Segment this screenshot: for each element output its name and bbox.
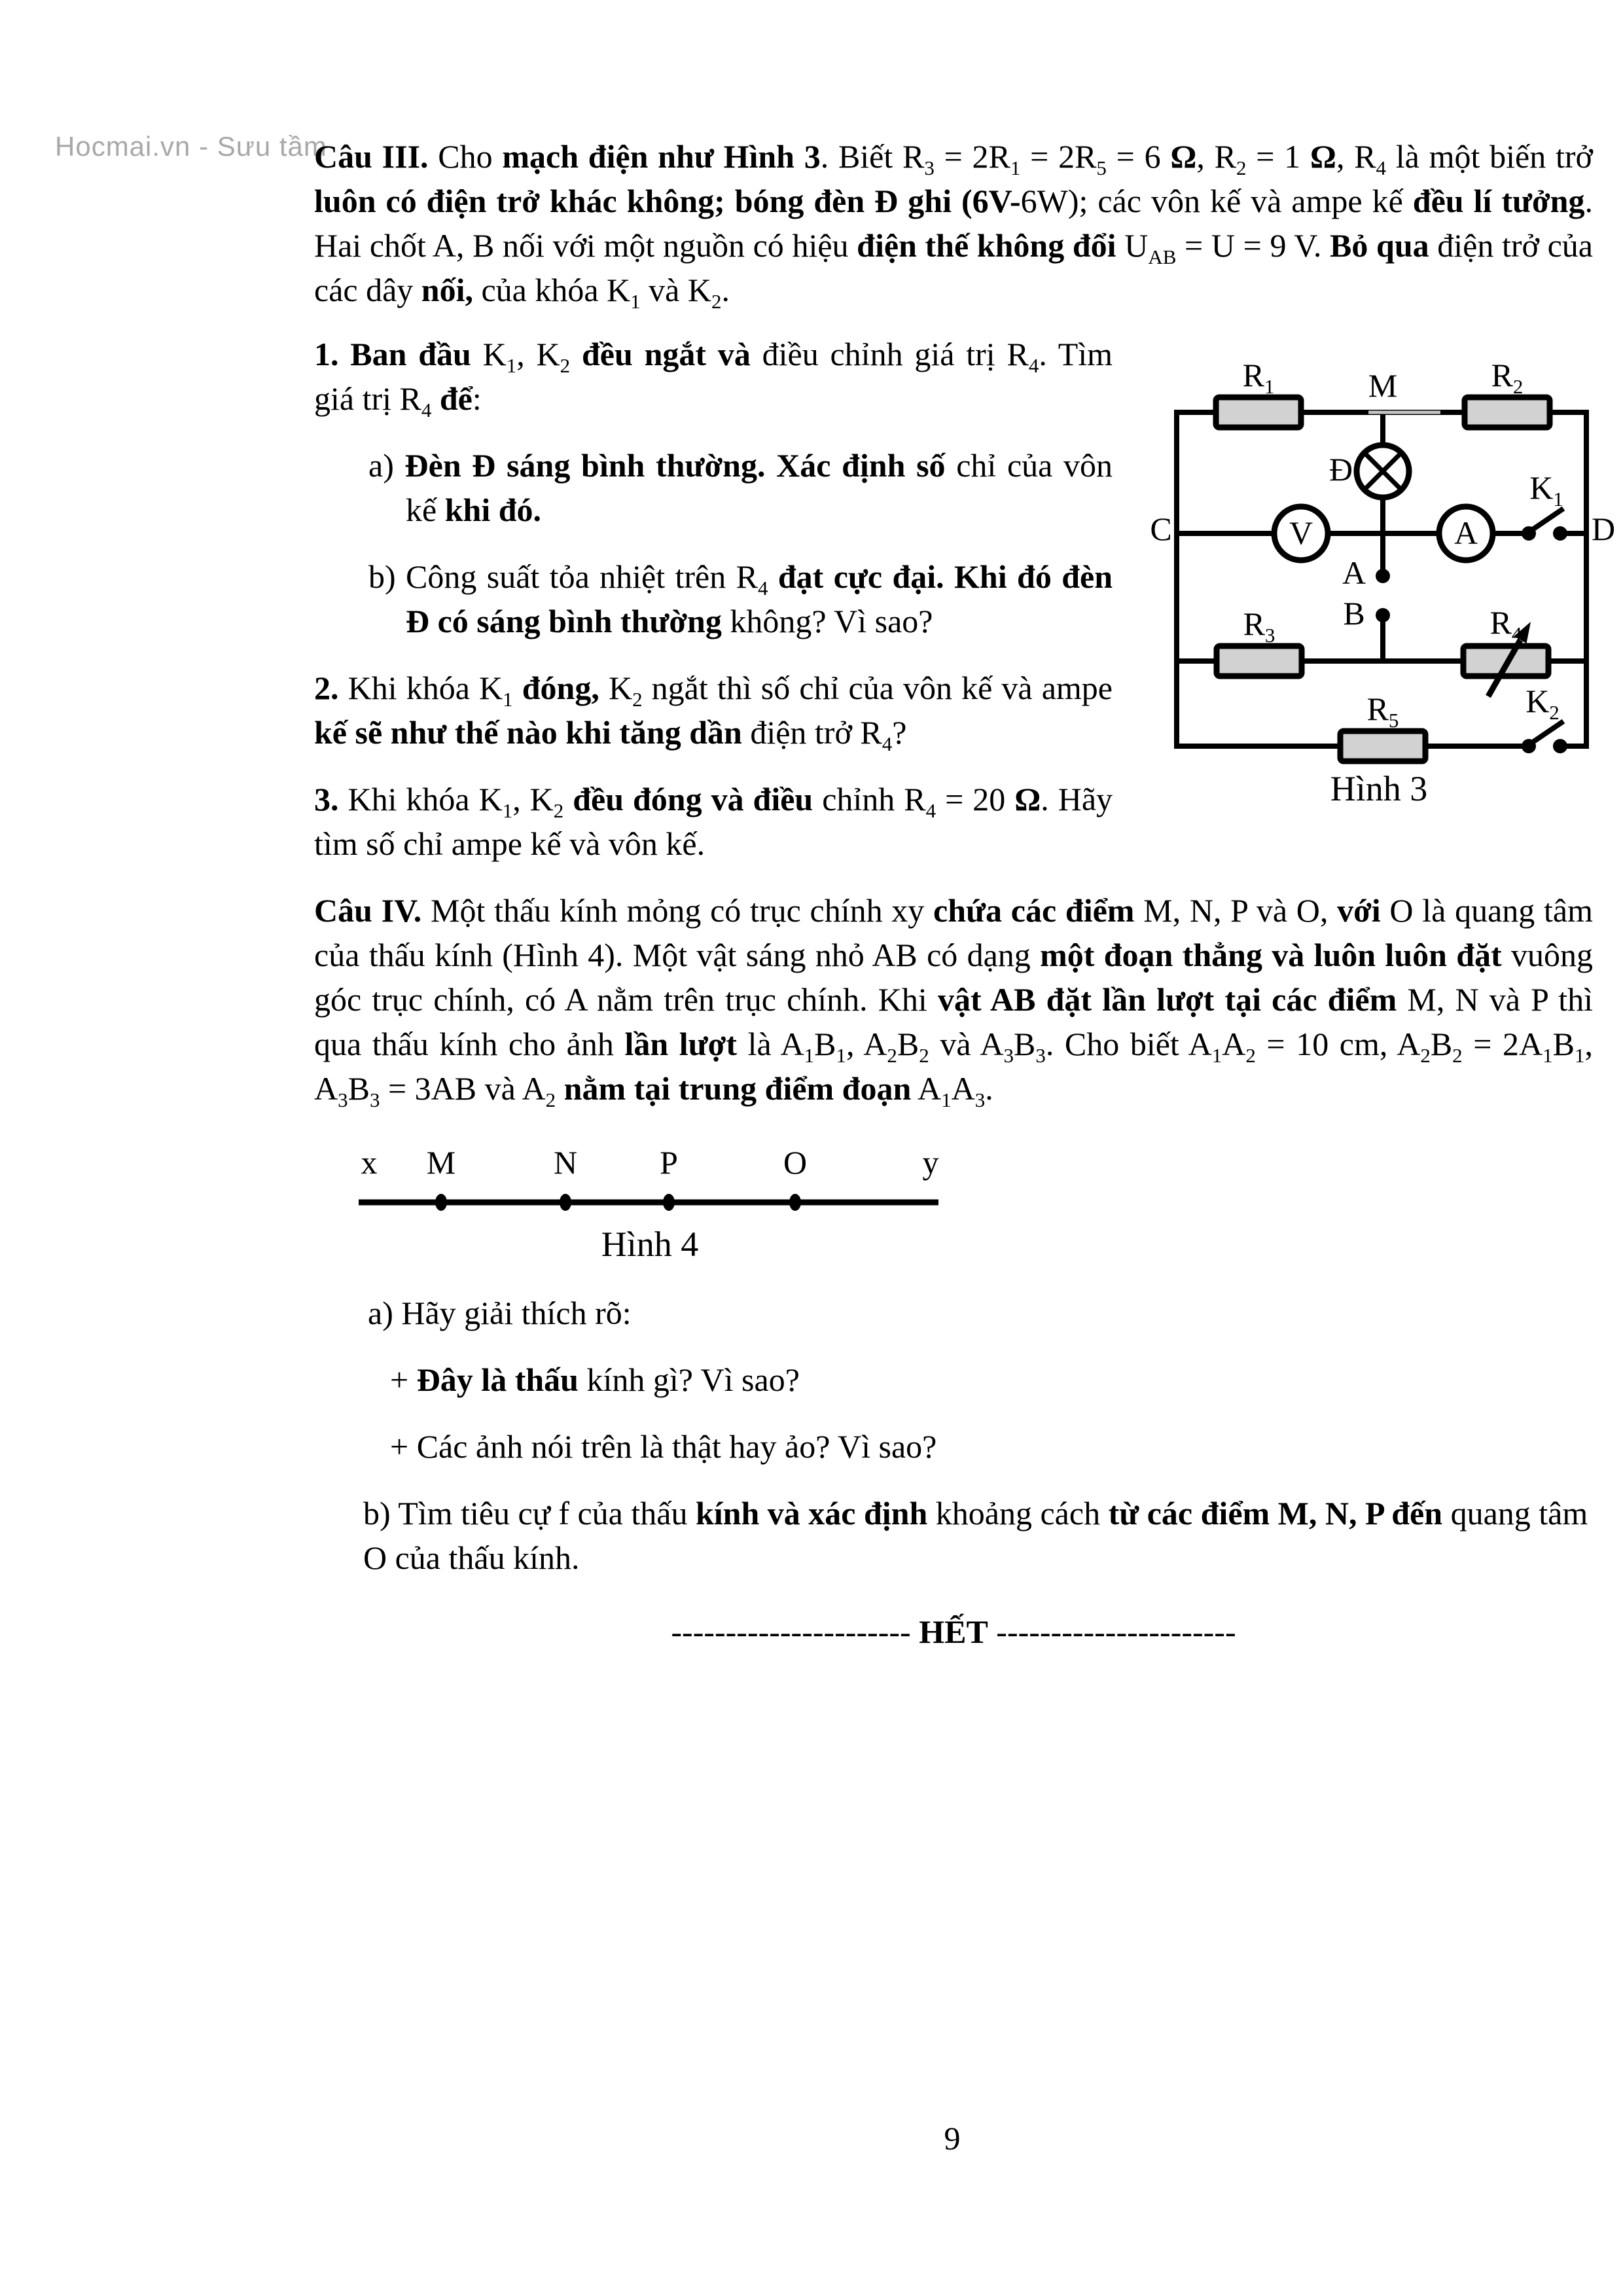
label-r4: $R_4$ bbox=[1489, 604, 1522, 645]
label-lamp-d: Đ bbox=[1329, 451, 1353, 488]
switch-k1-icon bbox=[1522, 509, 1567, 541]
label-terminal-a: A bbox=[1342, 554, 1366, 591]
label-k1: $K_1$ bbox=[1529, 469, 1563, 511]
point-p-dot bbox=[663, 1194, 675, 1211]
point-m-dot bbox=[435, 1194, 447, 1211]
label-r1: $R_1$ bbox=[1242, 357, 1275, 398]
paragraph-cau4b: b) Tìm tiêu cự f của thấu kính và xác định khoảng cách từ các điểm M, N, P đến quang tâm O của thấu kính. bbox=[363, 1495, 1588, 1576]
paragraph-item1: 1. Ban đầu $K_1$, $K_2$ đều ngắt và điều chỉnh giá trị $R_4$. Tìm giá trị $R_4$ để: bbox=[314, 336, 1113, 422]
figure-hinh4 bbox=[359, 1130, 941, 1265]
switch-k2-dot-right bbox=[1553, 739, 1567, 753]
axis-labels bbox=[361, 1144, 939, 1181]
figure4-caption: Hình 4 bbox=[601, 1225, 699, 1264]
figure-column bbox=[1113, 332, 1616, 841]
label-r5: $R_5$ bbox=[1366, 691, 1399, 732]
question-column bbox=[314, 332, 1113, 888]
label-k2: $K_2$ bbox=[1525, 683, 1560, 724]
paragraph-cau3-intro: Câu III. Cho mạch điện như Hình 3. Biết $R_3 = 2R_1 = 2R_5 = 6$ Ω, $R_2 = 1$ Ω, $R_4$ là một biến trở luôn có điện trở khác không; bóng đèn Đ ghi (6V-6W); các vôn kế và ampe kế đều lí tưởng. Hai chốt A, B nối với một nguồn có hiệu điện thế không đổi $U_{AB} = U = 9$ V. Bỏ qua điện trở của các dây nối, của khóa $K_1$ và $K_2$. bbox=[314, 138, 1593, 313]
resistor-r5 bbox=[1340, 731, 1425, 761]
paragraph-item1b: b) Công suất tỏa nhiệt trên $R_4$ đạt cực đại. Khi đó đèn Đ có sáng bình thường không? Vì sao? bbox=[368, 558, 1113, 639]
switch-k2-icon bbox=[1522, 721, 1567, 753]
two-column-section bbox=[314, 332, 1616, 888]
label-point-m: M bbox=[426, 1144, 456, 1181]
resistor-r2 bbox=[1465, 397, 1550, 427]
label-r2: $R_2$ bbox=[1491, 357, 1524, 398]
terminal-a-dot bbox=[1376, 569, 1390, 583]
text-block bbox=[314, 134, 1616, 1654]
paragraph-item3: 3. Khi khóa $K_1$, $K_2$ đều đóng và điều chỉnh $R_4 = 20$ Ω. Hãy tìm số chỉ ampe kế và vôn kế. bbox=[314, 781, 1113, 862]
end-marker: ---------------------- HẾT ---------------------- bbox=[671, 1613, 1236, 1650]
resistor-r1 bbox=[1216, 397, 1301, 427]
label-node-m: M bbox=[1368, 367, 1398, 404]
figure-hinh3 bbox=[1149, 353, 1616, 841]
circuit-diagram bbox=[1149, 353, 1609, 841]
label-point-o: O bbox=[783, 1144, 808, 1181]
figure3-caption: Hình 3 bbox=[1330, 769, 1428, 808]
label-point-p: P bbox=[660, 1144, 678, 1181]
paragraph-item1a: a) Đèn Đ sáng bình thường. Xác định số chỉ của vôn kế khi đó. bbox=[368, 447, 1113, 528]
terminal-b-dot bbox=[1376, 608, 1390, 622]
label-ammeter-a: A bbox=[1454, 514, 1478, 551]
label-node-d: D bbox=[1591, 511, 1616, 547]
point-o-dot bbox=[789, 1194, 801, 1211]
paragraph-cau4-intro: Câu IV. Một thấu kính mỏng có trục chính xy chứa các điểm M, N, P và O, với O là quang tâm của thấu kính (Hình 4). Một vật sáng nhỏ AB có dạng một đoạn thẳng và luôn luôn đặt vuông góc trục chính, có A nằm trên trục chính. Khi vật AB đặt lần lượt tại các điểm M, N và P thì qua thấu kính cho ảnh lần lượt là $A_1B_1$, $A_2B_2$ và $A_3B_3$. Cho biết $A_1A_2 = 10$ cm, $A_2B_2 = 2A_1B_1$, $A_3B_3 = 3AB$ và $A_2$ nằm tại trung điểm đoạn $A_1A_3$. bbox=[314, 892, 1594, 1111]
label-terminal-b: B bbox=[1343, 595, 1365, 632]
label-point-n: N bbox=[553, 1144, 578, 1181]
resistor-r3 bbox=[1217, 646, 1302, 676]
label-voltmeter-v: V bbox=[1289, 514, 1313, 551]
label-r3: $R_3$ bbox=[1243, 605, 1275, 647]
optical-axis-diagram bbox=[359, 1130, 941, 1265]
point-n-dot bbox=[560, 1194, 571, 1211]
lamp-icon bbox=[1357, 445, 1409, 497]
label-axis-x: x bbox=[361, 1144, 378, 1181]
switch-k1-dot-right bbox=[1553, 526, 1567, 541]
watermark: Hocmai.vn - Sưu tầm bbox=[55, 131, 327, 162]
page-number: 9 bbox=[944, 2120, 961, 2157]
paragraph-cau4-plus1: + Đây là thấu kính gì? Vì sao? bbox=[390, 1361, 800, 1398]
label-node-c: C bbox=[1150, 511, 1172, 547]
paragraph-item2: 2. Khi khóa $K_1$ đóng, $K_2$ ngắt thì số chỉ của vôn kế và ampe kế sẽ như thế nào khi tăng dần điện trở $R_4$? bbox=[314, 670, 1113, 755]
label-axis-y: y bbox=[922, 1144, 939, 1181]
paragraph-cau4-plus2: + Các ảnh nói trên là thật hay ảo? Vì sao? bbox=[390, 1428, 937, 1465]
paragraph-cau4a: a) Hãy giải thích rõ: bbox=[368, 1295, 632, 1331]
